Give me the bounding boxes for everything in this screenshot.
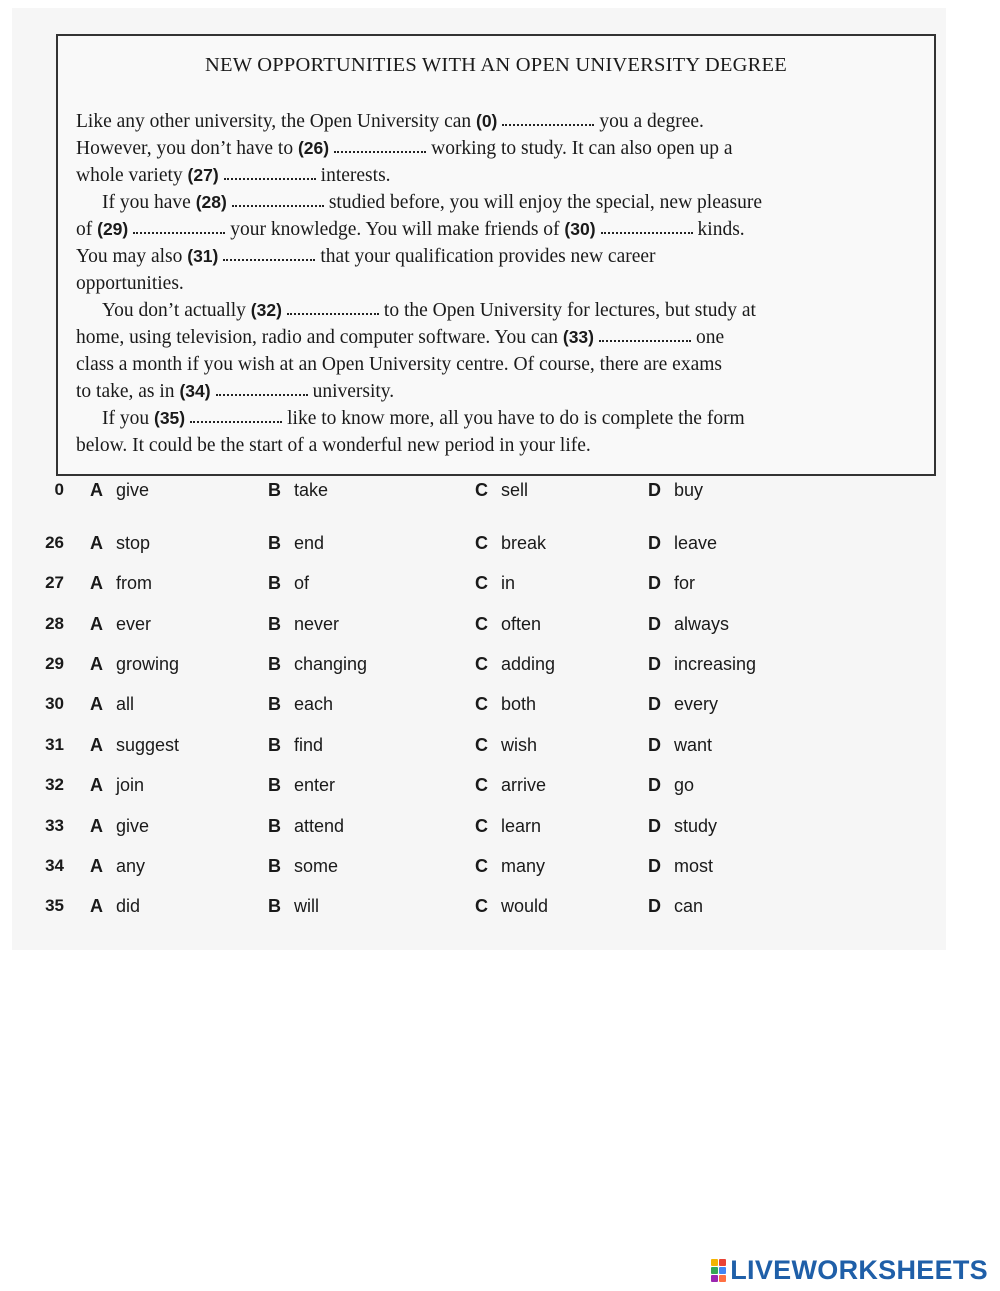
option-b[interactable] xyxy=(268,533,324,554)
passage-line-12 xyxy=(76,405,921,432)
option-letter: D xyxy=(648,614,661,634)
option-text: every xyxy=(674,694,719,714)
option-text: some xyxy=(294,856,339,876)
option-text: most xyxy=(674,856,714,876)
option-letter: C xyxy=(475,775,488,795)
passage-line-2 xyxy=(76,135,921,162)
option-letter: D xyxy=(648,533,661,553)
option-letter: B xyxy=(268,573,281,593)
option-a[interactable] xyxy=(90,654,179,675)
option-text: never xyxy=(294,614,340,634)
option-text: take xyxy=(294,480,329,500)
option-letter: A xyxy=(90,856,103,876)
option-letter: A xyxy=(90,775,103,795)
gap-blank-33[interactable] xyxy=(599,339,691,342)
option-text: changing xyxy=(294,654,368,674)
option-letter: C xyxy=(475,694,488,714)
passage-text-segment: university. xyxy=(312,381,395,402)
option-text: from xyxy=(116,573,152,593)
passage-line-6 xyxy=(76,243,921,270)
option-a[interactable] xyxy=(90,694,134,715)
option-c[interactable] xyxy=(475,694,536,715)
gap-number-32: (32) xyxy=(250,300,282,320)
option-a[interactable] xyxy=(90,735,179,756)
option-letter: B xyxy=(268,614,281,634)
option-text: can xyxy=(674,896,704,916)
option-c[interactable] xyxy=(475,654,555,675)
option-a[interactable] xyxy=(90,533,150,554)
option-text: study xyxy=(674,816,718,836)
passage-text-segment: kinds. xyxy=(697,219,745,240)
passage-text-segment: class a month if you wish at an Open University centre. Of course, there are exams xyxy=(76,354,722,375)
option-text: stop xyxy=(116,533,151,553)
option-a[interactable] xyxy=(90,816,149,837)
passage-line-10 xyxy=(76,351,921,378)
option-letter: B xyxy=(268,816,281,836)
option-letter: C xyxy=(475,573,488,593)
option-letter: A xyxy=(90,816,103,836)
option-d[interactable] xyxy=(648,856,713,877)
option-b[interactable] xyxy=(268,654,367,675)
option-d[interactable] xyxy=(648,573,695,594)
passage-text-segment: working to study. It can also open up a xyxy=(431,138,733,159)
option-b[interactable] xyxy=(268,896,319,917)
option-text: would xyxy=(501,896,549,916)
passage-text-segment: If you have xyxy=(102,192,191,213)
gap-number-33: (33) xyxy=(562,327,594,347)
option-text: often xyxy=(501,614,542,634)
option-c[interactable] xyxy=(475,735,537,756)
option-letter: C xyxy=(475,654,488,674)
option-c[interactable] xyxy=(475,856,545,877)
option-letter: C xyxy=(475,856,488,876)
option-c[interactable] xyxy=(475,816,541,837)
option-text: increasing xyxy=(674,654,757,674)
passage-line-7 xyxy=(76,270,921,297)
option-text: break xyxy=(501,533,547,553)
passage-text-segment: that your qualification provides new career xyxy=(320,246,656,267)
option-a[interactable] xyxy=(90,480,149,501)
option-text: adding xyxy=(501,654,556,674)
question-number: 0 xyxy=(54,480,64,499)
passage-line-1 xyxy=(76,108,921,135)
question-number: 32 xyxy=(45,775,64,794)
page-title: NEW OPPORTUNITIES WITH AN OPEN UNIVERSITY DEGREE xyxy=(205,54,787,76)
gap-number-0: (0) xyxy=(476,111,498,131)
gap-number-26: (26) xyxy=(297,138,330,158)
option-text: end xyxy=(294,533,325,553)
passage-text-segment: studied before, you will enjoy the special, new pleasure xyxy=(328,192,763,213)
option-letter: D xyxy=(648,654,661,674)
question-row xyxy=(12,775,946,805)
option-letter: C xyxy=(475,533,488,553)
option-a[interactable] xyxy=(90,856,145,877)
option-letter: B xyxy=(268,480,281,500)
gap-blank-34[interactable] xyxy=(216,393,308,396)
option-text: give xyxy=(116,480,150,500)
option-text: learn xyxy=(501,816,542,836)
question-row xyxy=(12,816,946,846)
option-letter: A xyxy=(90,614,103,634)
option-d[interactable] xyxy=(648,614,729,635)
question-row xyxy=(12,735,946,765)
gap-blank-29[interactable] xyxy=(133,231,225,234)
passage-line-3 xyxy=(76,162,921,189)
option-letter: A xyxy=(90,480,103,500)
option-letter: C xyxy=(475,614,488,634)
option-letter: D xyxy=(648,573,661,593)
option-letter: B xyxy=(268,856,281,876)
option-text: go xyxy=(674,775,695,795)
gap-number-30: (30) xyxy=(564,219,596,239)
option-text: of xyxy=(294,573,310,593)
question-number: 34 xyxy=(45,856,64,875)
option-b[interactable] xyxy=(268,816,344,837)
option-text: for xyxy=(674,573,696,593)
option-text: ever xyxy=(116,614,152,634)
option-text: will xyxy=(294,896,319,916)
passage-text-segment: one xyxy=(696,327,725,348)
gap-blank-0[interactable] xyxy=(502,123,594,126)
passage-text-segment: of xyxy=(76,219,93,240)
passage-text-segment: You don’t actually xyxy=(102,300,246,321)
option-c[interactable] xyxy=(475,573,515,594)
gap-number-34: (34) xyxy=(179,381,211,401)
passage-text-segment: home, using television, radio and computer software. You can xyxy=(76,327,558,348)
gap-blank-31[interactable] xyxy=(223,258,315,261)
option-text: any xyxy=(116,856,146,876)
option-letter: B xyxy=(268,694,281,714)
option-letter: A xyxy=(90,735,103,755)
passage-line-9 xyxy=(76,324,921,351)
option-text: did xyxy=(116,896,141,916)
option-c[interactable] xyxy=(475,614,541,635)
option-letter: D xyxy=(648,735,661,755)
passage-line-13 xyxy=(76,432,921,459)
gap-blank-26[interactable] xyxy=(334,150,426,153)
option-a[interactable] xyxy=(90,896,140,917)
passage-text-segment: interests. xyxy=(320,165,391,186)
passage-box xyxy=(56,34,936,476)
option-d[interactable] xyxy=(648,735,712,756)
passage-line-11 xyxy=(76,378,921,405)
option-text: buy xyxy=(674,480,704,500)
option-letter: B xyxy=(268,896,281,916)
passage-text-segment: to take, as in xyxy=(76,381,175,402)
option-b[interactable] xyxy=(268,573,309,594)
option-letter: A xyxy=(90,896,103,916)
gap-number-28: (28) xyxy=(195,192,227,212)
passage-text-segment: whole variety xyxy=(76,165,183,186)
passage-text-segment: However, you don’t have to xyxy=(76,138,294,159)
passage-text-segment: to the Open University for lectures, but study at xyxy=(383,300,756,321)
option-d[interactable] xyxy=(648,896,703,917)
option-letter: B xyxy=(268,735,281,755)
passage-text-segment: below. It could be the start of a wonderful new period in your life. xyxy=(76,435,591,456)
option-text: find xyxy=(294,735,324,755)
option-d[interactable] xyxy=(648,533,717,554)
gap-blank-28[interactable] xyxy=(232,204,324,207)
option-letter: A xyxy=(90,573,103,593)
question-number: 27 xyxy=(45,573,64,592)
option-text: leave xyxy=(674,533,718,553)
worksheet xyxy=(12,8,946,950)
liveworksheets-grid-icon xyxy=(711,1259,726,1282)
option-letter: D xyxy=(648,694,661,714)
option-d[interactable] xyxy=(648,694,718,715)
passage-text-segment: like to know more, all you have to do is complete the form xyxy=(287,408,745,429)
question-number: 30 xyxy=(45,694,64,713)
option-text: both xyxy=(501,694,537,714)
option-text: suggest xyxy=(116,735,180,755)
option-text: sell xyxy=(501,480,529,500)
question-row xyxy=(12,856,946,886)
option-d[interactable] xyxy=(648,816,717,837)
option-text: join xyxy=(116,775,145,795)
question-row xyxy=(12,694,946,724)
question-number: 31 xyxy=(45,735,64,754)
question-number: 33 xyxy=(45,816,64,835)
option-letter: B xyxy=(268,775,281,795)
question-row xyxy=(12,896,946,926)
option-text: all xyxy=(116,694,135,714)
option-b[interactable] xyxy=(268,614,339,635)
option-text: give xyxy=(116,816,150,836)
option-text: in xyxy=(501,573,516,593)
question-row xyxy=(12,533,946,563)
option-letter: D xyxy=(648,816,661,836)
option-b[interactable] xyxy=(268,480,328,501)
gap-number-27: (27) xyxy=(187,165,219,185)
option-a[interactable] xyxy=(90,775,144,796)
passage-line-8 xyxy=(76,297,921,324)
option-b[interactable] xyxy=(268,735,323,756)
option-letter: D xyxy=(648,896,661,916)
passage-text-segment: you a degree. xyxy=(599,111,704,132)
option-letter: C xyxy=(475,816,488,836)
passage-line-4 xyxy=(76,189,921,216)
gap-blank-32[interactable] xyxy=(287,312,379,315)
passage-text-segment: your knowledge. You will make friends of xyxy=(230,219,560,240)
gap-number-35: (35) xyxy=(154,408,186,428)
gap-blank-27[interactable] xyxy=(224,177,316,180)
option-c[interactable] xyxy=(475,480,528,501)
brand-name: LIVEWORKSHEETS xyxy=(730,1254,988,1285)
gap-blank-30[interactable] xyxy=(601,231,693,234)
passage-text-segment: If you xyxy=(102,408,150,429)
option-letter: C xyxy=(475,735,488,755)
question-number: 29 xyxy=(45,654,64,673)
option-d[interactable] xyxy=(648,480,703,501)
passage-text-segment: You may also xyxy=(76,246,183,267)
gap-number-31: (31) xyxy=(187,246,219,266)
question-row xyxy=(12,480,946,510)
option-letter: C xyxy=(475,480,488,500)
passage-text xyxy=(76,108,921,459)
question-number: 35 xyxy=(45,896,64,915)
passage-line-5 xyxy=(76,216,921,243)
option-b[interactable] xyxy=(268,856,338,877)
option-c[interactable] xyxy=(475,533,546,554)
option-b[interactable] xyxy=(268,775,335,796)
option-text: each xyxy=(294,694,334,714)
passage-text-segment: Like any other university, the Open University can xyxy=(76,111,472,132)
option-letter: C xyxy=(475,896,488,916)
option-c[interactable] xyxy=(475,896,548,917)
liveworksheets-logo[interactable] xyxy=(711,1255,988,1285)
option-text: arrive xyxy=(501,775,547,795)
option-text: enter xyxy=(294,775,336,795)
option-text: attend xyxy=(294,816,345,836)
question-row xyxy=(12,654,946,684)
option-text: growing xyxy=(116,654,180,674)
option-text: wish xyxy=(501,735,538,755)
option-letter: D xyxy=(648,775,661,795)
option-letter: D xyxy=(648,480,661,500)
option-letter: A xyxy=(90,654,103,674)
option-b[interactable] xyxy=(268,694,333,715)
option-text: want xyxy=(674,735,713,755)
option-d[interactable] xyxy=(648,775,694,796)
gap-number-29: (29) xyxy=(97,219,129,239)
passage-text-segment: opportunities. xyxy=(76,273,184,294)
option-letter: D xyxy=(648,856,661,876)
option-a[interactable] xyxy=(90,573,152,594)
option-d[interactable] xyxy=(648,654,756,675)
question-row xyxy=(12,614,946,644)
option-letter: B xyxy=(268,533,281,553)
question-row xyxy=(12,573,946,603)
option-letter: A xyxy=(90,533,103,553)
option-letter: B xyxy=(268,654,281,674)
option-text: always xyxy=(674,614,730,634)
option-c[interactable] xyxy=(475,775,546,796)
question-number: 26 xyxy=(45,533,64,552)
option-a[interactable] xyxy=(90,614,151,635)
question-number: 28 xyxy=(45,614,64,633)
option-letter: A xyxy=(90,694,103,714)
gap-blank-35[interactable] xyxy=(190,420,282,423)
option-text: many xyxy=(501,856,546,876)
